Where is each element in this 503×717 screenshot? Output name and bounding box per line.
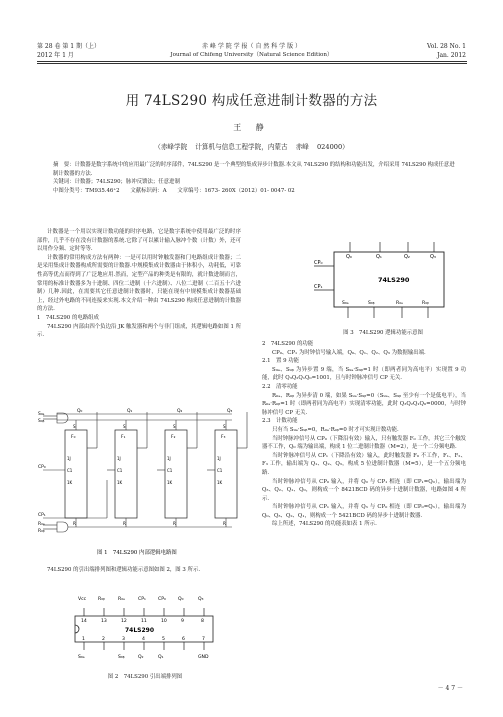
- fig2-bottom-label: S₉ₐ: [78, 655, 85, 660]
- fig1-pin-c: C1: [67, 468, 73, 473]
- fig1-in-r0a: R₀ₐ: [38, 522, 45, 527]
- fig2-bottom-pin-number: 4: [142, 637, 145, 642]
- fig1-pin-s: S: [173, 424, 176, 429]
- fig2-bottom-label: Q₁: [158, 655, 164, 660]
- fig3-in-cp1: CP₁: [314, 284, 323, 290]
- abstract-summary: 摘 要：计数器是数字系统中的应用最广泛的时序部件，74LS290 是一个典型的集成异步计数器.本文从 74LS290 的结构和功能出发，介绍采用 74LS290 构成任意进制计数器的方法.: [53, 162, 455, 177]
- fig2-intro-text: [37, 566, 241, 575]
- fig1-pin-k: 1K: [167, 480, 173, 485]
- fig3-bottom-label: R₀ₐ: [396, 301, 403, 306]
- fig3-bottom-label: R₀ᵦ: [422, 301, 429, 306]
- section-2-text: CP₀、CP₁ 为时钟信号输入端，Q₀、Q₁、Q₂、Q₃ 为数据输出端.: [272, 349, 426, 356]
- abstract-keywords: 关键词：计数器；74LS290；脉冲反馈法；任意进制: [53, 179, 180, 186]
- section-2-3-heading: 2.3 计数功能: [262, 418, 298, 425]
- figure-3-caption: 图 3 74LS290 逻辑功能示意图: [343, 330, 423, 336]
- fig1-pin-c: C1: [167, 468, 173, 473]
- journal-date: 2012 年 1 月: [37, 52, 74, 59]
- fig2-bottom-pin-number: 3: [122, 637, 125, 642]
- fig3-out-label: Q₃: [430, 254, 436, 260]
- header-rule-2: [37, 63, 467, 64]
- fig1-pin-j: 1J: [167, 456, 171, 461]
- fig1-pin-s: S: [73, 424, 76, 429]
- fig1-pin-j: 1J: [217, 456, 221, 461]
- fig3-out-label: Q₂: [404, 254, 410, 260]
- fig1-ff-label: F₁: [121, 435, 126, 440]
- section-2-heading: 2 74LS290 的功能: [262, 341, 314, 347]
- figure-1-caption: 图 1 74LS290 内部逻辑电路图: [97, 550, 177, 556]
- figure-2-caption: 图 2 74LS290 引出端排列图: [107, 674, 183, 680]
- section-2-3-para-5: 当时钟脉冲信号从 CP₁ 输入，并将 Q₃ 与 CP₀ 相连（即 CP₀=Q₃），输出端为 Q₀、Q₃、Q₂、Q₁，则构成一个 5421BCD 码的异步十进制计数器.: [262, 504, 466, 519]
- section-2-2-heading: 2.2 清零功能: [262, 383, 298, 390]
- fig1-in-cp1: CP₁: [38, 513, 46, 518]
- fig2-top-pin-number: 12: [121, 619, 127, 624]
- fig2-top-label: Vcc: [78, 597, 87, 602]
- fig1-in-s9a: S₉ₐ: [38, 412, 45, 417]
- intro-paragraph-2: 计数器的常用构成方法有两种：一是可以用时钟触发器和门电路组成计数器；二是采用集成计数器构成所需要的计数器.中规模集成计数器由于体积小，功耗低，可靠性高等优点而得到了广泛地应用.然而，定型产品的种类是有限的，就计数进制而言，常用的标准计数器多为十进制、四位二进制（十六进制）、八位二进制（二百五十六进制）几种.因此，在需要其它任意进制计数器时，只能在现有中规模集成计数器基础上，经过外电路的不同连接来实现.本文介绍一种由 74LS290 构成任意进制的计数器的方法.: [37, 254, 241, 313]
- fig2-top-label: R₀ᵦ: [98, 597, 105, 602]
- fig1-pin-s: S: [123, 424, 126, 429]
- fig1-in-cp0: CP₀: [38, 465, 46, 470]
- fig2-top-pin-number: 8: [201, 619, 204, 624]
- fig3-out-label: Q₀: [346, 254, 352, 260]
- fig1-pin-j: 1J: [117, 456, 121, 461]
- fig1-pin-j: 1J: [67, 456, 71, 461]
- section-2-3-para-2: 当时钟脉冲信号从 CP₀（下降沿有效）输入，只有触发器 F₀ 工作，其它三个触发器不工作，Q₀ 端为输出端，构成 1 位二进制计数器（M=2），是一个二分频电路.: [262, 435, 466, 451]
- journal-vol-en: Vol. 28 No. 1: [426, 43, 466, 50]
- fig1-flipflop-1: [115, 430, 137, 518]
- fig1-out-q1: Q₁: [127, 409, 133, 414]
- fig2-bottom-pin-number: 7: [202, 637, 205, 642]
- fig2-bottom-pin-number: 5: [162, 637, 165, 642]
- fig1-pin-r: R: [223, 521, 226, 526]
- figure-3-logic-symbol: [308, 238, 458, 338]
- fig1-out-q2: Q₂: [177, 409, 183, 414]
- section-2-1-heading: 2.1 置 9 功能: [262, 358, 299, 365]
- journal-name-en: Journal of Chifeng University（Natural Science Edition）: [170, 52, 333, 58]
- figure-2-pinout: [70, 590, 220, 685]
- fig1-pin-r: R: [73, 521, 76, 526]
- fig2-top-pin-number: 11: [141, 619, 147, 624]
- fig1-pin-c: C1: [217, 468, 223, 473]
- figure-1-logic-circuit: [37, 408, 249, 560]
- fig1-ff-label: F₂: [171, 435, 176, 440]
- fig2-top-pin-number: 14: [81, 619, 87, 624]
- fig1-pin-k: 1K: [217, 480, 223, 485]
- section-2-1-text: S₉ₐ、S₉ᵦ 为异步置 9 端，当 S₉ₐ·S₉ᵦ=1 时（即两者同为高电平）实现置 9 功能，此时 Q₃Q₂Q₁Q₀=1001，且与时钟脉冲信号 CP 无关.: [262, 366, 466, 382]
- fig2-chip-name: 74LS290: [125, 627, 155, 634]
- fig2-bottom-label: S₉ᵦ: [118, 655, 125, 660]
- fig3-in-cp0: CP₀: [314, 260, 323, 266]
- page-number: － 4 7 －: [437, 685, 463, 692]
- fig2-bottom-pin-number: 1: [82, 637, 85, 642]
- abstract-classification: 中图分类号：TM935.46⁺2 文献标识码：A 文章编号：1673- 260X（2012）01- 0047- 02: [53, 187, 295, 194]
- fig1-pin-c: C1: [117, 468, 123, 473]
- fig1-out-q3: Q₃: [227, 409, 233, 414]
- fig1-ff-label: F₀: [71, 435, 76, 440]
- fig1-in-r0b: R₀ᵦ: [38, 529, 45, 534]
- section-2-3-para-1: 只有当 S₉ₐ·S₉ᵦ=0，R₀ₐ·R₀ᵦ=0 时才可实现计数功能.: [272, 426, 399, 433]
- fig3-bottom-label: S₉ᵦ: [368, 301, 375, 306]
- journal-date-en: Jan. 2012: [437, 52, 466, 59]
- abstract-block: [53, 161, 458, 195]
- fig2-top-label: R₀ₐ: [118, 597, 125, 602]
- section-2-3-para-4: 当时钟脉冲信号从 CP₀ 输入，并将 Q₀ 与 CP₁ 相连（即 CP₁=Q₀），输出端为 Q₃、Q₂、Q₁、Q₀，则构成一个 8421BCD 码的异步十进制计数器，电路如图 4 所示.: [262, 478, 466, 502]
- paper-title: 用 74LS290 构成任意进制计数器的方法: [125, 93, 378, 109]
- fig1-pin-k: 1K: [67, 480, 73, 485]
- section-2-2-text: R₀ₐ、R₀ᵦ 为异步清 0 端，如果 S₉ₐ·S₉ᵦ=0（S₉ₐ、S₉ᵦ 至少有一个是低电平），当 R₀ₐ·R₀ᵦ=1 时（即两者同为高电平）实现清零功能，此时 Q₃Q₂Q₁Q₀=0000，与时钟脉冲信号 CP 无关.: [262, 392, 466, 416]
- left-column-text: [37, 228, 241, 340]
- journal-name-cn: 赤 峰 学 院 学 报（ 自 然 科 学 版 ）: [202, 43, 301, 50]
- fig2-top-label: Q₃: [198, 597, 204, 602]
- fig1-pin-s: S: [223, 424, 226, 429]
- fig1-flipflop-2: [165, 430, 187, 518]
- fig1-in-s9b: S₉ᵦ: [38, 419, 45, 424]
- fig1-pin-r: R: [173, 521, 176, 526]
- fig2-top-label: CP₀: [158, 597, 166, 602]
- right-column-text: [262, 340, 466, 529]
- journal-volume: 第 28 卷 第 1 期（上）: [37, 43, 100, 50]
- fig3-chip-name: 74LS290: [378, 276, 410, 284]
- fig2-bottom-pin-number: 2: [102, 637, 105, 642]
- fig2-bottom-label: Q₂: [138, 655, 144, 660]
- section-2-3-para-3: 当时钟脉冲信号从 CP₁（下降沿有效）输入，此时触发器 F₀ 不工作，F₁、F₂、F₃ 工作，输出端为 Q₁、Q₂、Q₃，构成 5 位进制计数器（M=5），是一个五分频电路.: [262, 452, 466, 476]
- section-2-3-para-6: 综上所述，74LS290 的功能表如表 1 所示.: [272, 521, 377, 528]
- paper-author: 王 静: [233, 123, 270, 132]
- intro-paragraph-1: 计数器是一个用以实现计数功能的时序电路，它是数字系统中使用最广泛的时序部件，几乎不存在没有计数器的系统.它除了可以累计输入脉冲个数（计数）外，还可以用作分频、定时等等.: [37, 229, 241, 253]
- fig2-top-pin-number: 13: [101, 619, 107, 624]
- fig1-pin-r: R: [123, 521, 126, 526]
- fig2-top-label: CP₁: [138, 597, 146, 602]
- fig3-bottom-label: S₉ₐ: [342, 301, 349, 306]
- fig2-intro: 74LS290 的引出端排列图和逻辑功能示意图如图 2，图 3 所示.: [47, 567, 201, 573]
- fig3-out-label: Q₁: [376, 254, 382, 260]
- fig2-bottom-label: GND: [198, 655, 209, 660]
- fig2-top-pin-number: 9: [181, 619, 184, 624]
- fig2-bottom-pin-number: 6: [182, 637, 185, 642]
- fig1-ff-label: F₃: [221, 435, 226, 440]
- section-1-heading: 1 74LS290 的电路组成: [37, 314, 99, 321]
- fig2-top-pin-number: 10: [161, 619, 167, 624]
- fig1-out-q0: Q₀: [77, 409, 83, 414]
- section-1-text: 74LS290 内部由四个负边沿 JK 触发器和两个与非门组成，其逻辑电路如图 1 所示.: [37, 323, 241, 339]
- fig2-top-label: Q₀: [178, 597, 184, 602]
- fig1-pin-k: 1K: [117, 480, 123, 485]
- paper-affiliation: （赤峰学院 计算机与信息工程学院，内蒙古 赤峰 024000）: [154, 143, 349, 151]
- fig1-flipflop-3: [215, 430, 237, 518]
- fig1-flipflop-0: [65, 430, 87, 518]
